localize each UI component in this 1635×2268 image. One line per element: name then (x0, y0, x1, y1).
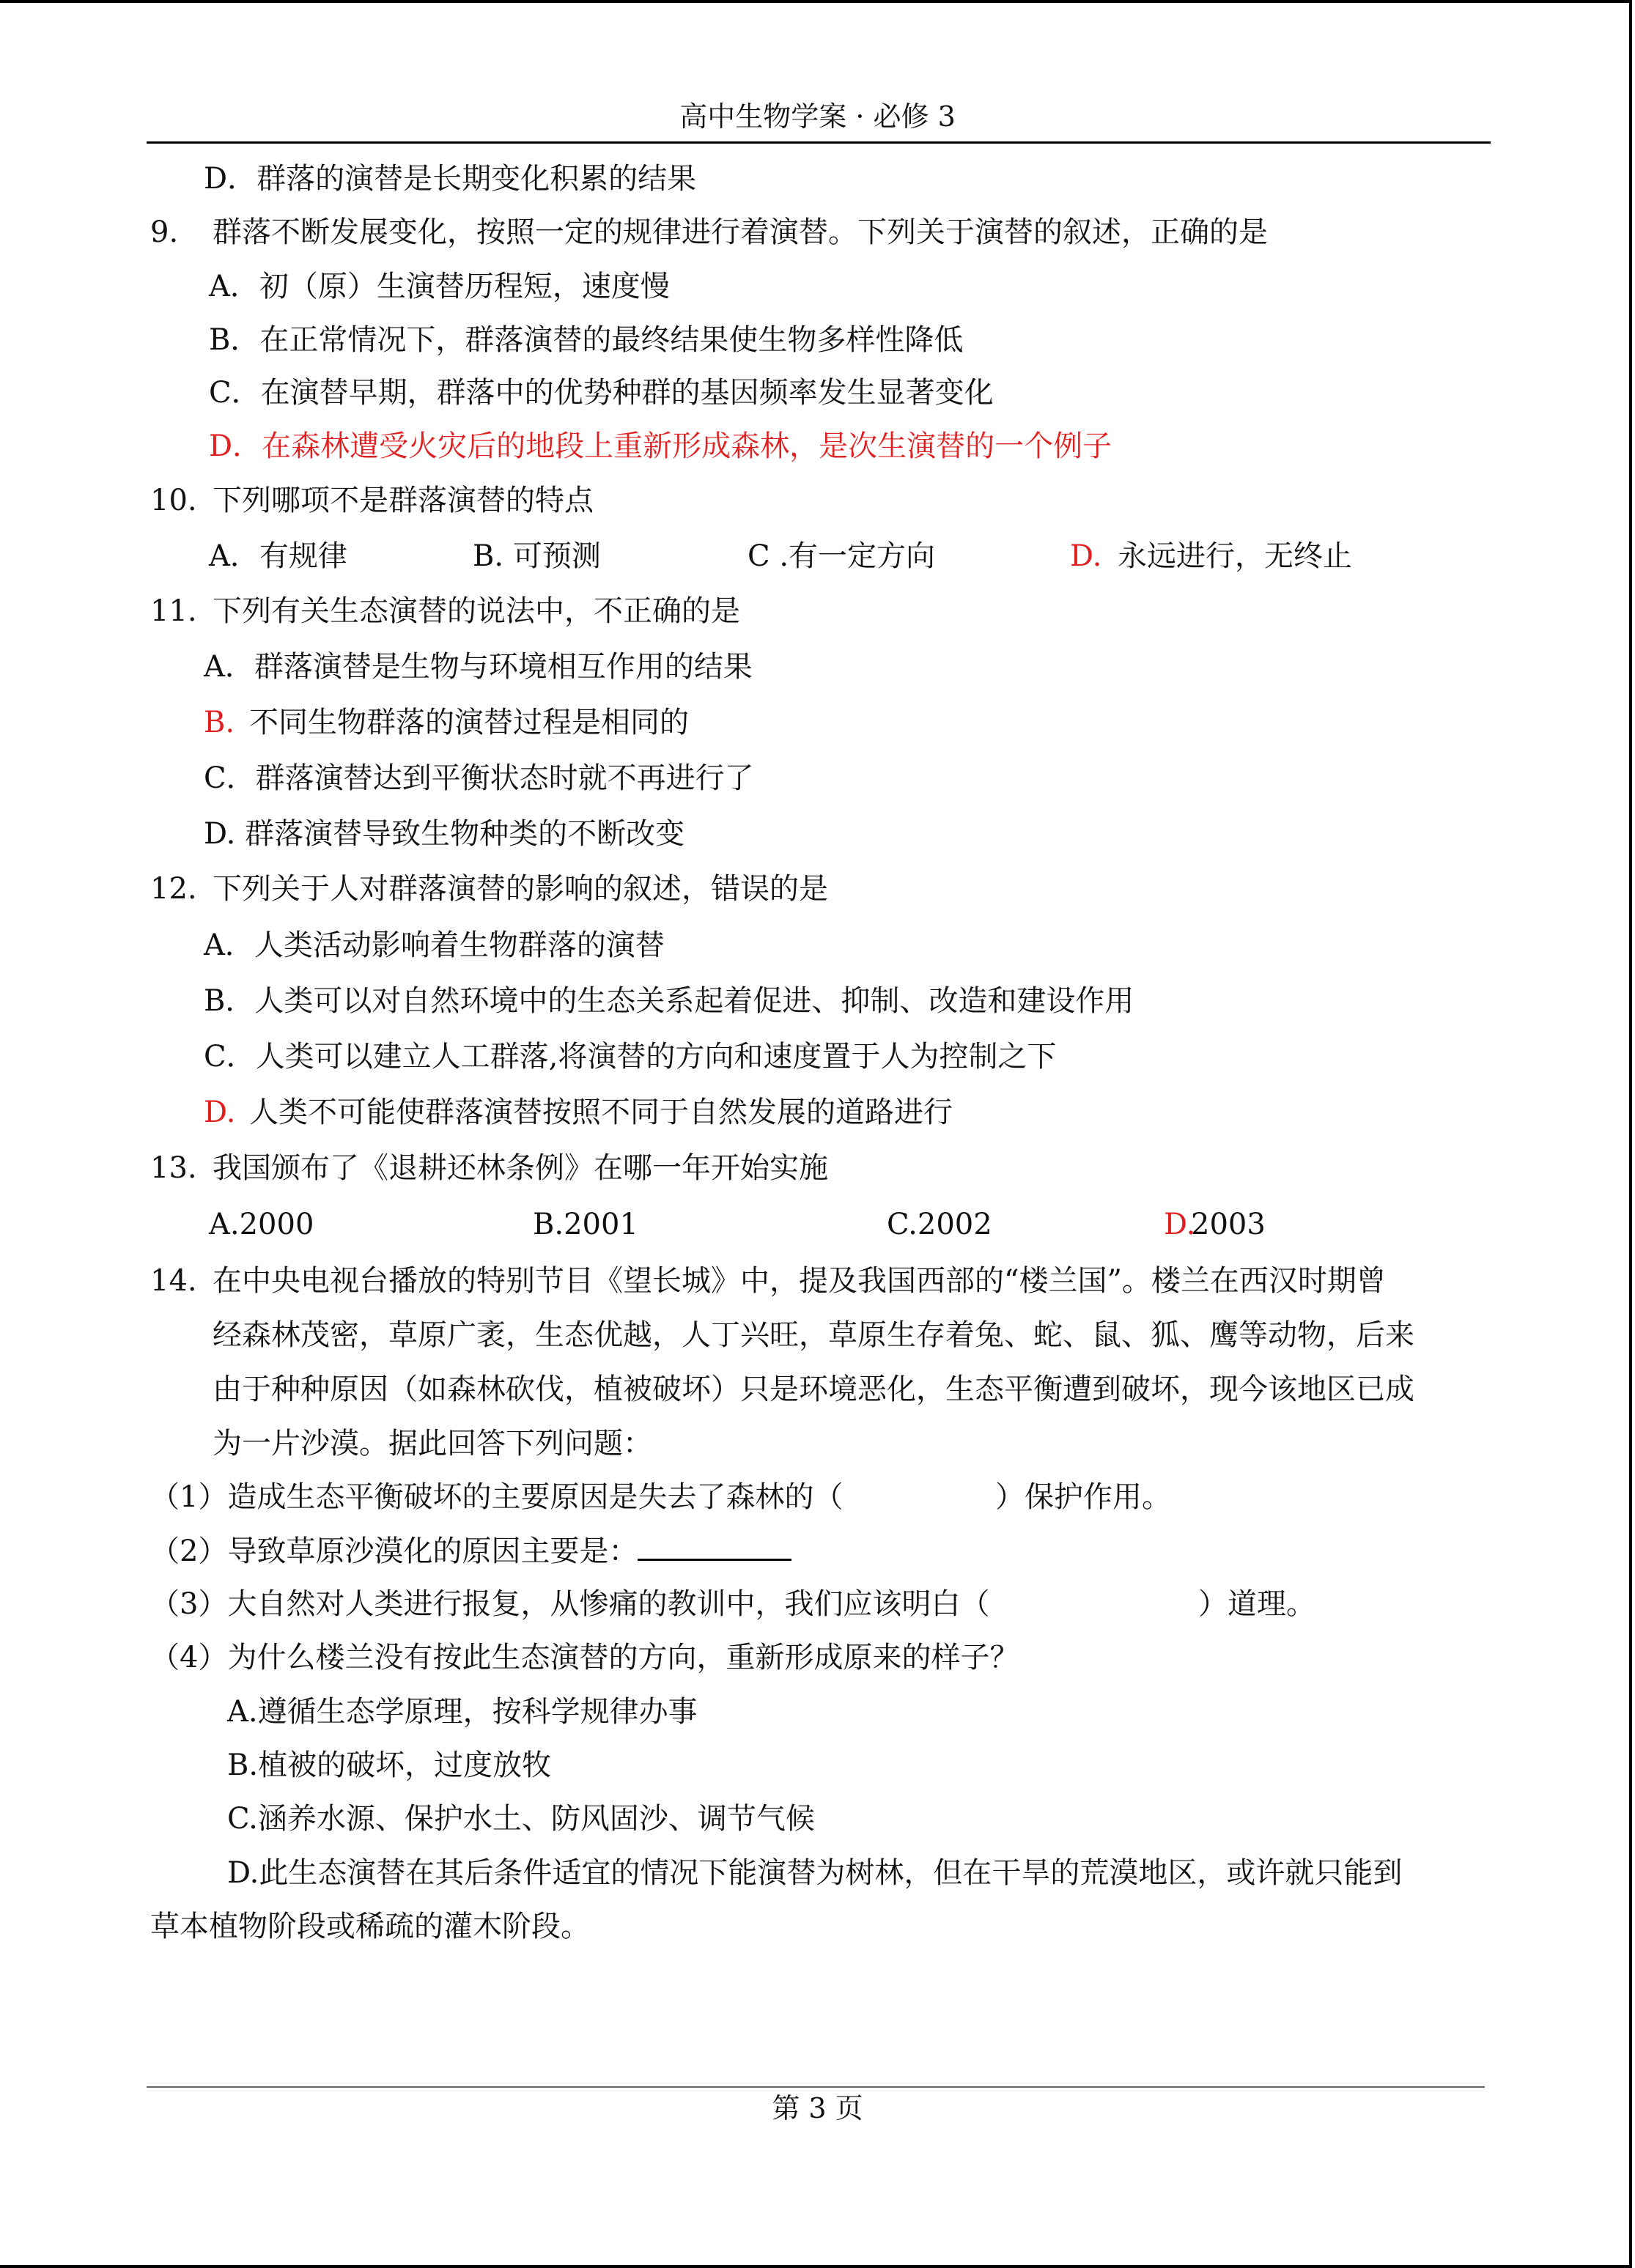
q14-answer-d-line-2: 草本植物阶段或稀疏的灌木阶段。 (150, 1910, 590, 1943)
q9-stem: 群落不断发展变化，按照一定的规律进行着演替。下列关于演替的叙述，正确的是 (213, 215, 1268, 249)
q14-sub4: （4）为什么楼兰没有按此生态演替的方向，重新形成原来的样子？ (150, 1641, 1019, 1674)
q14-stem-line-2: 经森林茂密，草原广袤，生态优越，人丁兴旺，草原生存着兔、蛇、鼠、狐、鹰等动物，后来 (213, 1318, 1414, 1352)
q14-number: 14. (150, 1264, 197, 1298)
q9-option-c: C．在演替早期，群落中的优势种群的基因频率发生显著变化 (209, 376, 994, 410)
q14-sub2 (150, 1532, 791, 1570)
q10-option-d-text: 永远进行，无终止 (1118, 539, 1352, 573)
q12-number: 12. (150, 872, 197, 906)
q11-stem: 下列有关生态演替的说法中，不正确的是 (213, 594, 740, 628)
q9-option-b: B．在正常情况下，群落演替的最终结果使生物多样性降低 (209, 323, 964, 357)
q8-option-d: D．群落的演替是长期变化积累的结果 (204, 162, 697, 196)
q13-option-c: C.2002 (887, 1208, 992, 1241)
page-number: 第 3 页 (772, 2092, 863, 2124)
q14-sub3-part-a: （3）大自然对人类进行报复，从惨痛的教训中，我们应该明白（ (150, 1587, 990, 1621)
q14-stem-line-4: 为一片沙漠。据此回答下列问题： (213, 1427, 652, 1460)
answer-blank-line (638, 1532, 791, 1561)
q10-option-b: B. 可预测 (473, 539, 601, 573)
q13-option-a: A.2000 (209, 1208, 314, 1241)
q13-option-d-text: 2003 (1191, 1208, 1266, 1241)
q14-answer-c: C.涵养水源、保护水土、防风固沙、调节气候 (227, 1802, 815, 1836)
q11-number: 11. (150, 594, 197, 628)
q10-option-d-letter: D. (1070, 539, 1102, 573)
q14-sub2-text: （2）导致草原沙漠化的原因主要是： (150, 1534, 638, 1568)
q12-option-d-letter: D. (204, 1096, 236, 1129)
q13-stem: 我国颁布了《退耕还林条例》在哪一年开始实施 (213, 1151, 828, 1185)
q9-option-d-answer: D．在森林遭受火灾后的地段上重新形成森林，是次生演替的一个例子 (209, 429, 1112, 463)
q11-option-b-text: 不同生物群落的演替过程是相同的 (249, 706, 689, 739)
q10-number: 10. (150, 484, 197, 517)
q12-option-d-text: 人类不可能使群落演替按照不同于自然发展的道路进行 (249, 1096, 953, 1129)
q12-option-a: A．人类活动影响着生物群落的演替 (204, 928, 665, 962)
q13-number: 13. (150, 1151, 197, 1185)
footer-rule (147, 2086, 1485, 2088)
q14-stem-line-1: 在中央电视台播放的特别节目《望长城》中，提及我国西部的“楼兰国”。楼兰在西汉时期曾 (213, 1264, 1386, 1298)
q13-option-b: B.2001 (533, 1208, 638, 1241)
q14-sub3-part-b: ）道理。 (1198, 1587, 1315, 1621)
q11-option-b-letter: B. (204, 706, 235, 739)
q12-option-b: B．人类可以对自然环境中的生态关系起着促进、抑制、改造和建设作用 (204, 984, 1134, 1018)
q13-option-d-letter: D. (1164, 1208, 1196, 1241)
q14-sub1-part-b: ）保护作用。 (995, 1480, 1171, 1514)
q14-answer-d-line-1: D.此生态演替在其后条件适宜的情况下能演替为树林，但在干旱的荒漠地区，或许就只能到 (227, 1856, 1403, 1890)
q11-option-a: A．群落演替是生物与环境相互作用的结果 (204, 650, 753, 684)
q14-answer-b: B.植被的破坏，过度放牧 (227, 1748, 552, 1782)
page-header-title: 高中生物学案 · 必修 3 (679, 100, 956, 133)
q10-stem: 下列哪项不是群落演替的特点 (213, 484, 594, 517)
q14-stem-line-3: 由于种种原因（如森林砍伐，植被破坏）只是环境恶化，生态平衡遭到破坏，现今该地区已成 (213, 1373, 1414, 1406)
q10-option-c: C .有一定方向 (748, 539, 936, 573)
header-rule (147, 141, 1491, 144)
q12-option-c: C．人类可以建立人工群落,将演替的方向和速度置于人为控制之下 (204, 1040, 1057, 1074)
q9-option-a: A．初（原）生演替历程短，速度慢 (209, 270, 670, 303)
q11-option-d: D. 群落演替导致生物种类的不断改变 (204, 817, 685, 851)
q10-option-a: A．有规律 (209, 539, 347, 573)
q14-answer-a: A.遵循生态学原理，按科学规律办事 (227, 1695, 698, 1729)
q12-stem: 下列关于人对群落演替的影响的叙述，错误的是 (213, 872, 828, 906)
q11-option-c: C．群落演替达到平衡状态时就不再进行了 (204, 761, 754, 795)
q14-sub1-part-a: （1）造成生态平衡破坏的主要原因是失去了森林的（ (150, 1480, 844, 1514)
q9-number: 9. (150, 215, 179, 249)
